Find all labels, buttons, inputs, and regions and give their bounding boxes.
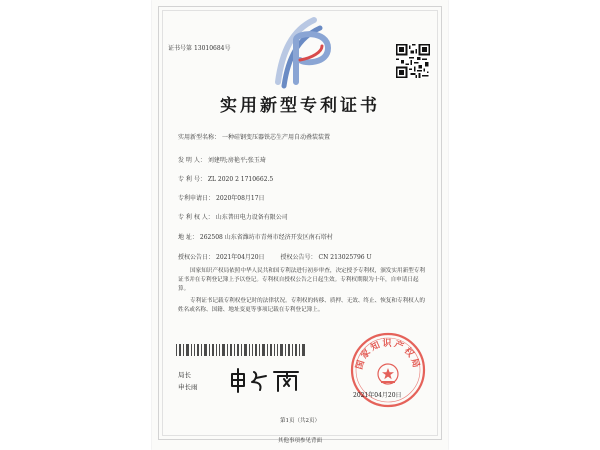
patent-office-logo-icon — [270, 12, 336, 92]
filing-date-row: 专利申请日： 2020年08月17日 — [178, 195, 265, 202]
grant-statement-paragraph: 国家知识产权局依照中华人民共和国专利法进行初步审查，决定授予专利权，颁发实用新型专利证书并在专利登记簿上予以登记。专利权自授权公告之日起生效。专利权期限为十年，自申请日起算。 — [178, 268, 425, 292]
grant-date-row: 授权公告日： 2021年04月20日 授权公告号： CN 213025796 U — [178, 254, 372, 261]
barcode-strip — [176, 344, 306, 356]
legal-status-paragraph: 专利证书记载专利权登记时的法律状况。专利权的转移、质押、无效、终止、恢复和专利权人的姓名或名称、国籍、地址变更等事项记载在专利登记簿上。 — [178, 298, 425, 313]
certificate-page — [152, 0, 448, 450]
page-number: 第1页（共2页） — [280, 418, 320, 424]
svg-text:国家知识产权局: 国家知识产权局 — [354, 339, 422, 371]
utility-model-name-row: 实用新型名称： 一种硅钢变压器铁芯生产用自动叠装装置 — [178, 134, 331, 141]
inventor-row: 发 明 人： 刘建明;房艳平;张玉琦 — [178, 157, 266, 164]
certificate-number: 证书号第 13010684号 — [168, 45, 231, 52]
director-name-label: 申长雨 — [178, 383, 198, 391]
patent-number-row: 专 利 号： ZL 2020 2 1710662.5 — [178, 176, 274, 183]
footer-note: 其他事项参见背面 — [277, 438, 322, 444]
address-row: 地 址： 262508 山东省潍坊市青州市经济开发区南石塔村 — [178, 234, 333, 241]
certificate-title: 实用新型专利证书 — [220, 96, 380, 116]
qr-code-icon — [396, 44, 430, 78]
handwritten-signature — [226, 366, 306, 394]
seal-date: 2021年04月20日 — [353, 392, 402, 399]
patentee-row: 专 利 权 人： 山东普田电力设备有限公司 — [178, 214, 288, 221]
director-title-label: 局长 — [178, 371, 191, 379]
